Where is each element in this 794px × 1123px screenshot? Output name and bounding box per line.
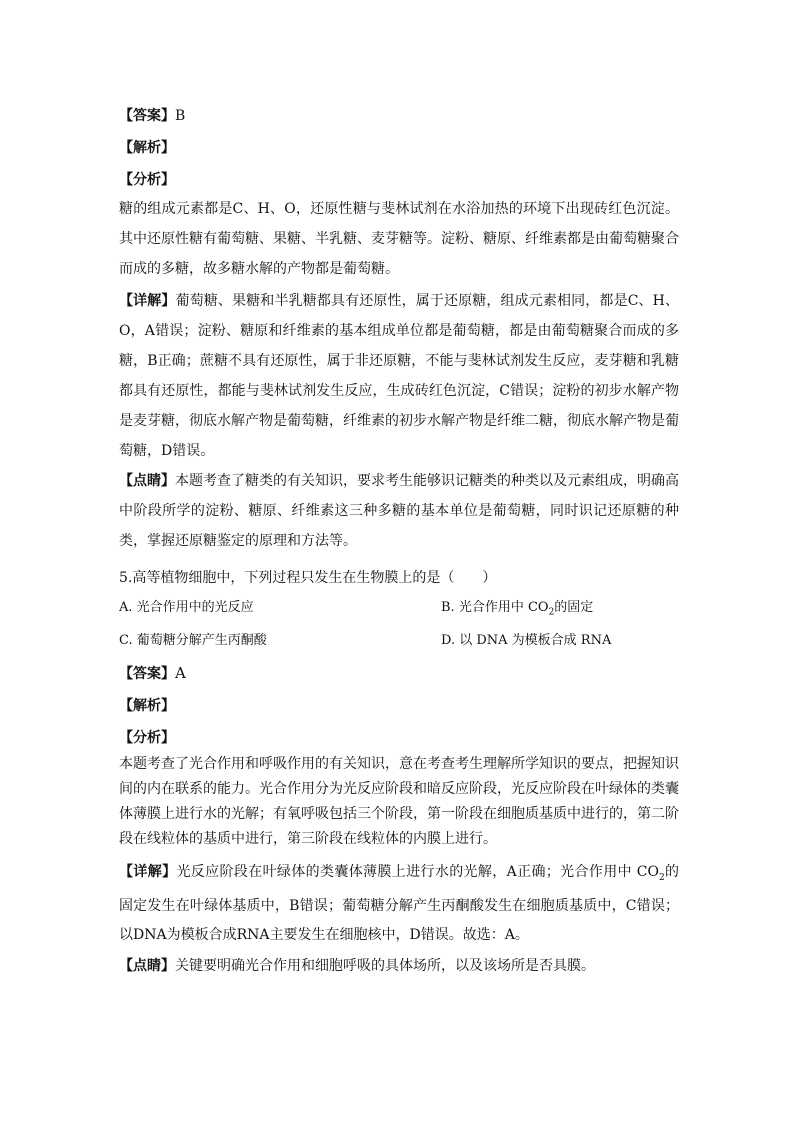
option-d: D. 以 DNA 为模板合成 RNA bbox=[441, 632, 612, 648]
option-a: A. 光合作用中的光反应 bbox=[119, 600, 254, 615]
q4-xiangjie bbox=[119, 286, 679, 466]
q4-fenxi-text: 糖的组成元素都是C、H、O，还原性糖与斐林试剂在水浴加热的环境下出现砖红色沉淀。其中还原性糖有葡萄糖、果糖、半乳糖、麦芽糖等。淀粉、糖原、纤维素都是由葡萄糖聚合而成的多糖，故多糖水解的产物都是葡萄糖。 bbox=[119, 201, 679, 277]
xiangjie-post: 的固定发生在叶绿体基质中，B错误；葡萄糖分解产生丙酮酸发生在细胞质基质中，C错误；以DNA为模板合成RNA主要发生在细胞核中，D错误。故选：A。 bbox=[119, 863, 680, 944]
answer-value: A bbox=[175, 663, 186, 682]
xiangjie-tag: 【详解】 bbox=[119, 293, 176, 309]
answer-tag: 【答案】 bbox=[119, 665, 175, 682]
option-b-sub: 2 bbox=[548, 607, 555, 618]
option-b-post: 的固定 bbox=[554, 600, 594, 615]
q5-options bbox=[119, 594, 679, 655]
option-b-pre: B. 光合作用中 CO bbox=[441, 600, 549, 615]
q4-answer-line bbox=[119, 106, 679, 126]
dianjing-tag: 【点睛】 bbox=[119, 473, 175, 489]
option-b bbox=[441, 594, 679, 627]
option-c: C. 葡萄糖分解产生丙酮酸 bbox=[119, 632, 267, 648]
q5-jiexi-tag: 【解析】 bbox=[119, 697, 175, 714]
xiangjie-tag: 【详解】 bbox=[119, 863, 177, 880]
q5-fenxi-tag: 【分析】 bbox=[119, 729, 175, 746]
q5-fenxi-text: 本题考查了光合作用和呼吸作用的有关知识，意在考查考生理解所学知识的要点，把握知识间的内在联系的能力。光合作用分为光反应阶段和暗反应阶段，光反应阶段在叶绿体的类囊体薄膜上进行水的光解；有氧呼吸包括三个阶段，第一阶段在细胞质基质中进行的，第二阶段在线粒体的基质中进行，第三阶段在线粒体的内膜上进行。 bbox=[119, 755, 679, 847]
q5-dianjing bbox=[119, 954, 679, 979]
dianjing-text: 关键要明确光合作用和细胞呼吸的具体场所，以及该场所是否具膜。 bbox=[175, 958, 595, 975]
q4-dianjing bbox=[119, 466, 679, 556]
answer-tag: 【答案】 bbox=[119, 108, 175, 124]
q5-xiangjie bbox=[119, 858, 679, 951]
q5-answer-line bbox=[119, 663, 679, 684]
dianjing-text: 本题考查了糖类的有关知识，要求考生能够识记糖类的种类以及元素组成，明确高中阶段所学的淀粉、糖原、纤维素这三种多糖的基本单位是葡萄糖，同时识记还原糖的种类，掌握还原糖鉴定的原理和方法等。 bbox=[119, 473, 679, 549]
xiangjie-sub: 2 bbox=[658, 872, 665, 883]
dianjing-tag: 【点睛】 bbox=[119, 958, 175, 975]
answer-value: B bbox=[175, 108, 186, 124]
xiangjie-text: 葡萄糖、果糖和半乳糖都具有还原性，属于还原糖，组成元素相同，都是C、H、O，A错误；淀粉、糖原和纤维素的基本组成单位都是葡萄糖，都是由葡萄糖聚合而成的多糖，B正确；蔗糖不具有还原性，属于非还原糖，不能与斐林试剂发生反应，麦芽糖和乳糖都具有还原性，都能与斐林试剂发生反应，生成砖红色沉淀，C错误；淀粉的初步水解产物是麦芽糖，彻底水解产物是葡萄糖，纤维素的初步水解产物是纤维二糖，彻底水解产物是葡萄糖，D错误。 bbox=[119, 293, 680, 459]
q4-fenxi-tag: 【分析】 bbox=[119, 172, 175, 188]
q5-question: 5.高等植物细胞中，下列过程只发生在生物膜上的是（ ） bbox=[119, 570, 497, 586]
document-page bbox=[119, 104, 679, 979]
xiangjie-pre: 光反应阶段在叶绿体的类囊体薄膜上进行水的光解，A正确；光合作用中 CO bbox=[176, 863, 659, 880]
q4-jiexi-tag: 【解析】 bbox=[119, 140, 175, 156]
